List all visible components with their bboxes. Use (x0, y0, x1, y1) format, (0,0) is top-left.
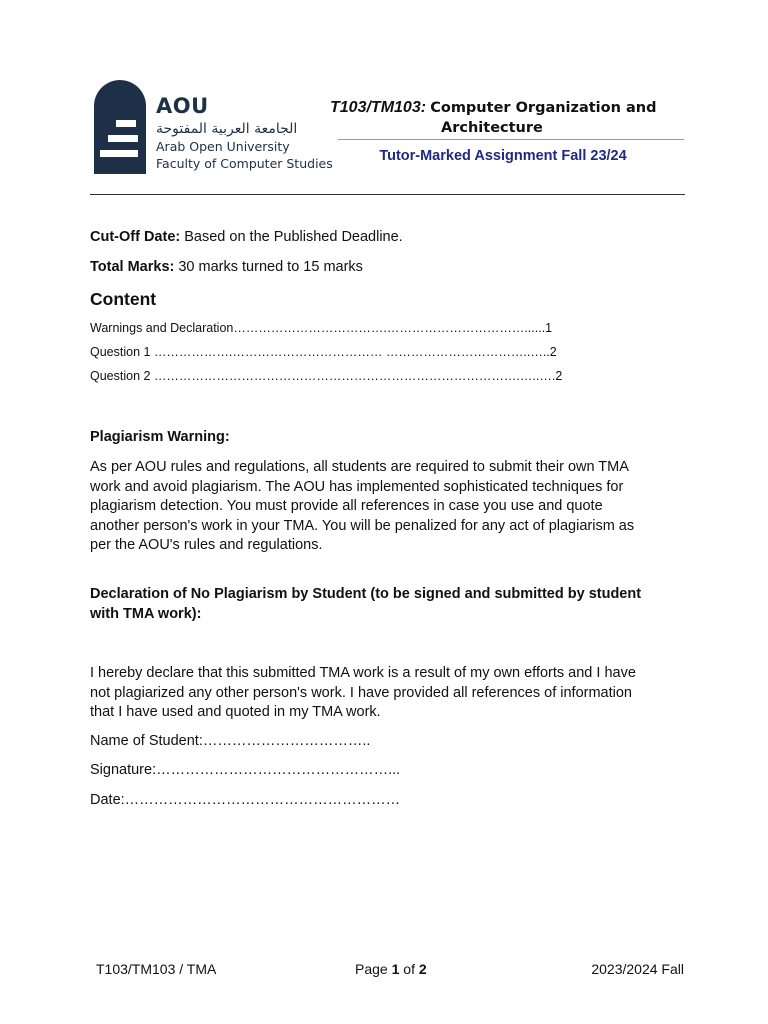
assignment-title: Tutor-Marked Assignment Fall 23/24 (379, 148, 627, 164)
footer-page-number (355, 961, 427, 977)
plagiarism-warning-text (90, 458, 670, 556)
date-field[interactable]: Date:………………………………………………… (90, 792, 401, 808)
logo-abbreviation: AOU (156, 94, 209, 118)
logo-faculty-name: Faculty of Computer Studies (156, 156, 333, 171)
course-colon: : (420, 99, 427, 116)
paragraph-line: plagiarism detection. You must provide all references in case you use and quote (90, 498, 603, 514)
course-heading-rule (338, 139, 684, 140)
footer-page-current: 1 (391, 961, 400, 977)
aou-logo-mark (94, 80, 146, 174)
contents-heading: Content (90, 289, 157, 309)
declaration-heading-line: with TMA work): (90, 605, 202, 622)
student-name-field[interactable]: Name of Student:…………………………….. (90, 733, 371, 749)
logo-text (156, 94, 333, 172)
header-divider (90, 194, 685, 195)
declaration-text (90, 664, 670, 723)
toc-item-page: 2 (555, 369, 563, 383)
total-marks-value: 30 marks turned to 15 marks (174, 259, 363, 275)
cutoff-label: Cut-Off Date: (90, 229, 181, 245)
paragraph-line: work and avoid plagiarism. The AOU has implemented sophisticated techniques for (90, 478, 624, 495)
course-title-line2: Architecture (441, 120, 543, 136)
toc-item-text: Question 2 …………………………………………………………………………….…..…. (90, 369, 556, 383)
paragraph-line: that I have used and quoted in my TMA work. (90, 704, 381, 720)
logo-arabic-name: الجامعة العربية المفتوحة (156, 121, 298, 137)
footer-semester: 2023/2024 Fall (591, 961, 684, 977)
course-code: T103/TM103 (330, 99, 421, 116)
toc-item-warnings[interactable] (90, 321, 552, 335)
logo-university-name: Arab Open University (156, 139, 290, 154)
footer-page-total: 2 (418, 961, 427, 977)
footer-page-of: of (399, 961, 419, 977)
paragraph-line: not plagiarized any other person's work. I have provided all references of information (90, 684, 632, 701)
paragraph-line: As per AOU rules and regulations, all students are required to submit their own TMA (90, 459, 629, 475)
cutoff-date (90, 228, 403, 248)
toc-item-page: 1 (545, 321, 553, 335)
paragraph-line: another person's work in your TMA. You will be penalized for any act of plagiarism as (90, 517, 635, 534)
footer-page-prefix: Page (355, 961, 392, 977)
paragraph-line: per the AOU's rules and regulations. (90, 537, 323, 553)
cutoff-value: Based on the Published Deadline. (180, 229, 403, 245)
paragraph-line: I hereby declare that this submitted TMA work is a result of my own efforts and I have (90, 665, 636, 681)
toc-item-text: Warnings and Declaration……………………………….……………………………...... (90, 321, 546, 335)
declaration-heading-line: Declaration of No Plagiarism by Student (to be signed and submitted by student (90, 586, 642, 602)
toc-item-question-2[interactable] (90, 369, 562, 383)
course-title-line1: Computer Organization and (430, 100, 657, 116)
signature-field[interactable]: Signature:…………………………………………... (90, 762, 401, 778)
toc-item-page: 2 (549, 345, 557, 359)
total-marks-label: Total Marks: (90, 259, 175, 275)
course-heading (330, 98, 670, 136)
toc-item-question-1[interactable] (90, 345, 557, 359)
declaration-heading (90, 585, 670, 624)
footer-course: T103/TM103 / TMA (96, 961, 217, 977)
aou-logo (94, 80, 333, 176)
toc-item-text: Question 1 ……………….……………………………… ……………………………..….. (90, 345, 550, 359)
total-marks (90, 258, 363, 278)
plagiarism-warning-heading: Plagiarism Warning: (90, 429, 230, 445)
